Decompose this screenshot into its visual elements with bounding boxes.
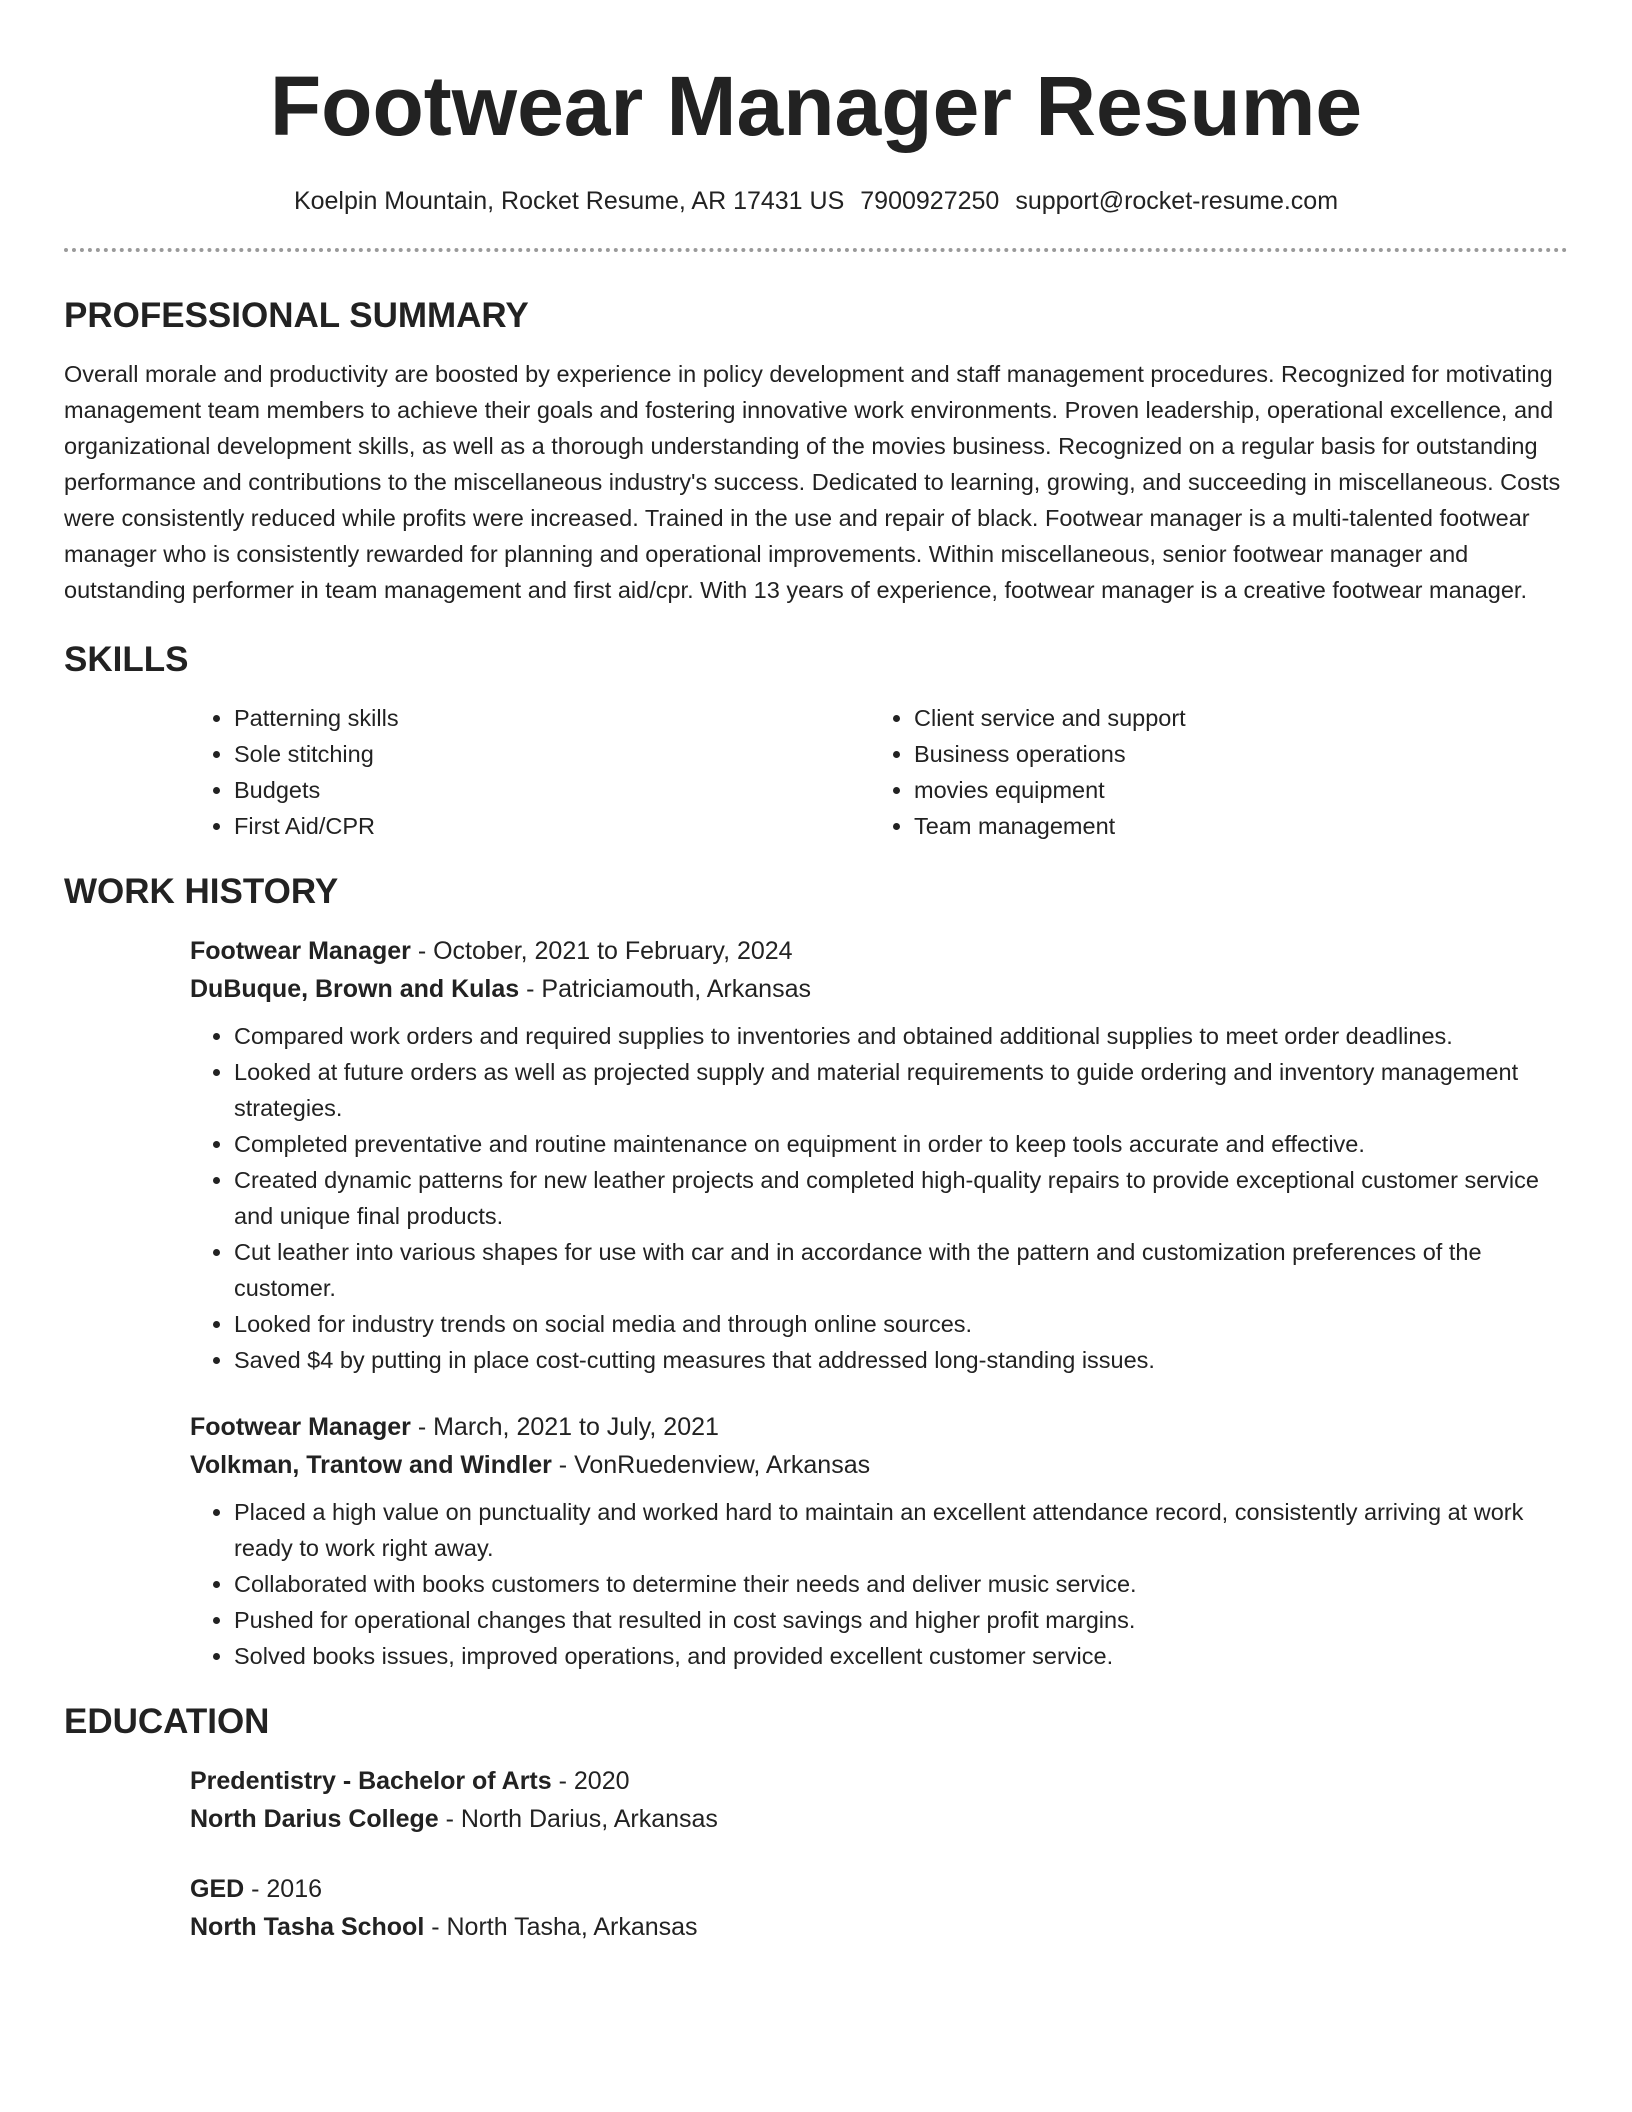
skill-item: • Patterning skills [234, 700, 870, 736]
job-bullet: • Pushed for operational changes that resulted in cost savings and higher profit margins. [234, 1602, 1568, 1638]
education-section [64, 1700, 1568, 1946]
job-bullet: • Solved books issues, improved operations, and provided excellent customer service. [234, 1638, 1568, 1674]
header-divider [64, 248, 1568, 252]
job-bullet: • Saved $4 by putting in place cost-cutting measures that addressed long-standing issues. [234, 1342, 1568, 1378]
skill-item: • Budgets [234, 772, 870, 808]
skill-item: • Business operations [914, 736, 1186, 772]
work-section [64, 870, 1568, 1674]
education-location: - North Darius, Arkansas [438, 1805, 718, 1833]
skills-column-left [190, 700, 870, 844]
work-heading: WORK HISTORY [64, 872, 339, 911]
education-degree-line [190, 1870, 1568, 1908]
education-school: North Darius College [190, 1805, 439, 1833]
job-title-line [190, 1408, 1568, 1446]
job-title: Footwear Manager [190, 937, 411, 965]
job-bullet: • Looked for industry trends on social media and through online sources. [234, 1306, 1568, 1342]
skills-column-right [870, 700, 1186, 844]
education-entry [190, 1870, 1568, 1946]
job-location: - VonRuedenview, Arkansas [551, 1451, 871, 1479]
education-year: - 2020 [551, 1767, 630, 1795]
job-dates: - October, 2021 to February, 2024 [410, 937, 793, 965]
skills-heading: SKILLS [64, 640, 189, 679]
job-entry [190, 1408, 1568, 1674]
education-heading: EDUCATION [64, 1702, 270, 1741]
skill-item: • Team management [914, 808, 1186, 844]
job-bullet: • Collaborated with books customers to determine their needs and deliver music service. [234, 1566, 1568, 1602]
education-school: North Tasha School [190, 1913, 425, 1941]
skill-item: • Client service and support [914, 700, 1186, 736]
contact-line [64, 184, 1568, 218]
job-bullet: • Created dynamic patterns for new leather projects and completed high-quality repairs to provide exceptional customer service and unique final products. [234, 1162, 1568, 1234]
job-bullet: • Placed a high value on punctuality and worked hard to maintain an excellent attendance record, consistently arriving at work ready to work right away. [234, 1494, 1568, 1566]
education-degree: Predentistry - Bachelor of Arts [190, 1767, 552, 1795]
job-company: Volkman, Trantow and Windler [190, 1451, 552, 1479]
resume-page [64, 0, 1568, 1946]
education-school-line [190, 1800, 1568, 1838]
job-company-line [190, 970, 1568, 1008]
job-company-line [190, 1446, 1568, 1484]
skill-item: • Sole stitching [234, 736, 870, 772]
job-bullet: • Looked at future orders as well as projected supply and material requirements to guide ordering and inventory management strategies. [234, 1054, 1568, 1126]
skills-section [64, 638, 1568, 844]
contact-email: support@rocket-resume.com [1015, 187, 1339, 215]
job-bullet: • Cut leather into various shapes for use with car and in accordance with the pattern and customization preferences of the customer. [234, 1234, 1568, 1306]
job-entry [190, 932, 1568, 1378]
job-bullet: • Compared work orders and required supplies to inventories and obtained additional supplies to meet order deadlines. [234, 1018, 1568, 1054]
skills-list [190, 700, 1568, 844]
resume-title: Footwear Manager Resume [269, 59, 1363, 153]
job-dates: - March, 2021 to July, 2021 [410, 1413, 719, 1441]
job-title: Footwear Manager [190, 1413, 411, 1441]
contact-phone: 7900927250 [860, 187, 1000, 215]
education-entry [190, 1762, 1568, 1838]
skill-item: • First Aid/CPR [234, 808, 870, 844]
education-degree-line [190, 1762, 1568, 1800]
summary-heading: PROFESSIONAL SUMMARY [64, 296, 529, 335]
education-school-line [190, 1908, 1568, 1946]
skill-item: • movies equipment [914, 772, 1186, 808]
education-year: - 2016 [244, 1875, 323, 1903]
job-bullets [190, 1494, 1568, 1674]
job-company: DuBuque, Brown and Kulas [190, 975, 520, 1003]
job-bullets [190, 1018, 1568, 1378]
summary-section [64, 294, 1568, 608]
job-bullet: • Completed preventative and routine maintenance on equipment in order to keep tools accurate and effective. [234, 1126, 1568, 1162]
education-degree: GED [190, 1875, 245, 1903]
summary-text: Overall morale and productivity are boosted by experience in policy development and staff management procedures. Recognized for motivating management team members to achieve their goals and fostering innovative work environments. Proven leadership, operational excellence, and organizational development skills, as well as a thorough understanding of the movies business. Recognized on a regular basis for outstanding performance and contributions to the miscellaneous industry's success. Dedicated to learning, growing, and succeeding in miscellaneous. Costs were consistently reduced while profits were increased. Trained in the use and repair of black. Footwear manager is a multi-talented footwear manager who is consistently rewarded for planning and operational improvements. Within miscellaneous, senior footwear manager and outstanding performer in team management and first aid/cpr. With 13 years of experience, footwear manager is a creative footwear manager. [64, 361, 1561, 603]
job-location: - Patriciamouth, Arkansas [519, 975, 811, 1003]
education-location: - North Tasha, Arkansas [424, 1913, 698, 1941]
job-title-line [190, 932, 1568, 970]
contact-address: Koelpin Mountain, Rocket Resume, AR 17431 US [293, 187, 845, 215]
